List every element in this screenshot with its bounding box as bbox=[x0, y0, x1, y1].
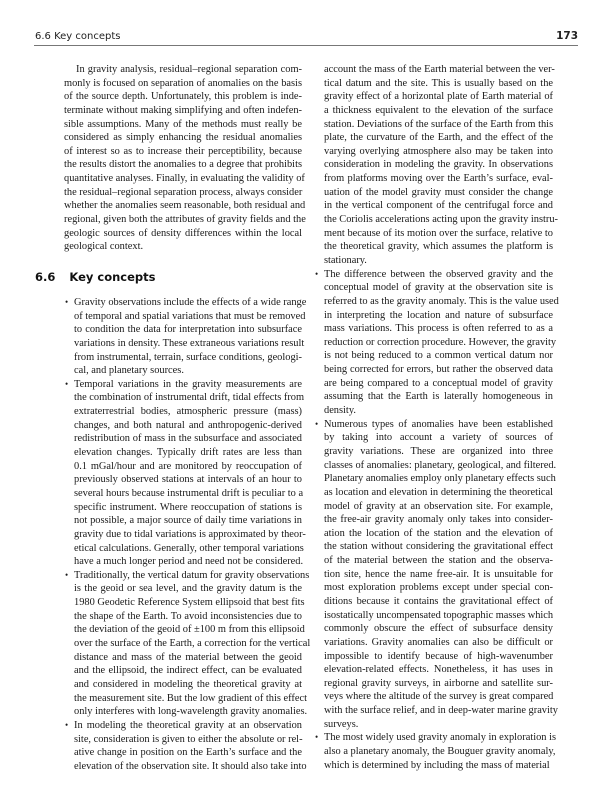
text-line: classes of anomalies: planetary, geological, and filtered. bbox=[324, 459, 557, 471]
section-heading bbox=[35, 270, 155, 284]
text-line: which is determined by including the mass of material bbox=[324, 759, 550, 771]
text-line: ative change in position on the Earth’s surface and the bbox=[74, 747, 302, 759]
text-line: site, consideration is given to either the absolute or rel- bbox=[74, 733, 303, 745]
right-bullet-list bbox=[315, 268, 559, 773]
text-line: most exploration problems except under special con- bbox=[324, 582, 553, 594]
text-line: geologic sources of density differences within the local bbox=[64, 227, 302, 239]
text-line: regional gravity surveys, in airborne and satellite sur- bbox=[324, 677, 553, 689]
text-line: distance and mass of the material between the geoid bbox=[74, 651, 302, 663]
text-line: plate, the curvature of the Earth, and the effect of the bbox=[324, 132, 553, 144]
text-line: ditions because it contains the gravitational effect of bbox=[324, 595, 553, 607]
text-line: account the mass of the Earth material between the ver- bbox=[324, 64, 555, 75]
text-line: the combination of instrumental drift, tidal effects from bbox=[74, 392, 305, 404]
text-line: being corrected for errors, but rather the observed data bbox=[324, 364, 553, 376]
text-line: Traditionally, the vertical datum for gravity observations bbox=[74, 569, 310, 581]
text-line: sible assumptions. Many of the methods must really be bbox=[64, 118, 302, 130]
text-line: with the surface relief, and in deep-water marine gravity bbox=[324, 705, 558, 717]
text-line: are being compared to a conceptual model of gravity bbox=[324, 377, 553, 389]
text-line: regional, given both the attributes of gravity fields and the bbox=[64, 214, 306, 226]
text-line: elevation changes. Typically drift rates are less than bbox=[74, 447, 302, 459]
bullet-icon: • bbox=[65, 378, 69, 389]
text-line: In gravity analysis, residual–regional separation com- bbox=[76, 64, 302, 75]
text-line: The difference between the observed gravity and the bbox=[324, 268, 553, 280]
text-line: quantitative analyses. Finally, in evaluating the validity of bbox=[64, 173, 305, 185]
text-line: not possible, a major source of daily time variations in bbox=[74, 515, 302, 527]
text-line: is not being reduced to a common vertical datum nor bbox=[324, 350, 553, 362]
left-bullet-list bbox=[65, 296, 311, 773]
bullet-item bbox=[65, 719, 307, 774]
right-column bbox=[315, 63, 559, 772]
text-line: density. bbox=[324, 405, 356, 417]
text-line: over the surface of the Earth, a correction for the vertical bbox=[74, 638, 311, 650]
continuation-paragraph bbox=[324, 63, 559, 268]
text-line: ation the location of the station and the elevation of bbox=[324, 527, 553, 539]
page-number: 173 bbox=[556, 30, 578, 42]
text-line: mass variations. This process is often referred to as a bbox=[324, 323, 553, 335]
text-line: specific instrument. Where reoccupation of stations is bbox=[74, 501, 302, 513]
section-number: 6.6 bbox=[35, 270, 56, 284]
text-line: surveys. bbox=[324, 718, 359, 730]
text-line: to condition the data for interpretation into subsurface bbox=[74, 324, 302, 336]
text-line: monly is focused on separation of anomalies on the basis bbox=[64, 77, 302, 89]
text-line: whether the anomalies seem reasonable, both residual and bbox=[64, 200, 306, 212]
text-line: is the geoid or sea level, and the gravity datum is the bbox=[74, 583, 302, 595]
bullet-icon: • bbox=[65, 719, 69, 730]
text-line: changes, and both natural and anthropogenic-derived bbox=[74, 419, 302, 431]
text-line: cal, and planetary sources. bbox=[74, 365, 184, 377]
text-line: of the material between the station and the observa- bbox=[324, 555, 553, 567]
text-line: the residual–regional separation process, always consider bbox=[64, 186, 303, 198]
text-line: The most widely used gravity anomaly in exploration is bbox=[324, 732, 557, 744]
text-line: etical calculations. Generally, other temporal variations bbox=[74, 542, 304, 554]
text-line: several hours because instrumental drift is peculiar to a bbox=[74, 487, 304, 499]
text-line: 1980 Geodetic Reference System ellipsoid that best fits bbox=[74, 597, 305, 609]
text-line: the measurement site. But the low gradient of this effect bbox=[74, 692, 307, 704]
text-line: of temporal and spatial variations that must be removed bbox=[74, 310, 306, 322]
text-line: referred to as the gravity anomaly. This is the value used bbox=[324, 295, 559, 307]
text-line: have a much longer period and need not be considered. bbox=[74, 556, 304, 568]
text-line: stationary. bbox=[324, 254, 367, 266]
text-line: previously observed stations at intervals of an hour to bbox=[74, 474, 302, 486]
text-line: variations. Gravity anomalies can also be difficult or bbox=[324, 636, 553, 648]
text-line: impossible to identify because of high-wavenumber bbox=[324, 650, 553, 662]
text-line: Numerous types of anomalies have been established bbox=[324, 418, 553, 430]
bullet-icon: • bbox=[315, 268, 319, 279]
bullet-item bbox=[315, 731, 557, 772]
text-line: elevation-related effects. Nonetheless, it has uses in bbox=[324, 664, 553, 676]
text-line: gravity effect of a horizontal plate of Earth material of bbox=[324, 91, 553, 103]
text-line: the station without considering the gravitational effect bbox=[324, 541, 553, 553]
bullet-item bbox=[65, 296, 307, 378]
bullet-icon: • bbox=[315, 732, 319, 743]
text-line: isostatically uncompensated topographic masses which bbox=[324, 609, 554, 621]
bullet-item bbox=[65, 569, 311, 719]
text-line: the Coriolis accelerations acting upon the gravity instru- bbox=[324, 214, 559, 226]
text-line: and the ellipsoid, the indirect effect, can be evaluated bbox=[74, 665, 302, 677]
text-line: commonly obscure the effect of subsurface density bbox=[324, 623, 553, 635]
text-line: consideration in modeling the gravity. In observations bbox=[324, 159, 553, 171]
text-line: extraterrestrial bodies, atmospheric pressure (mass) bbox=[74, 406, 302, 418]
text-line: from platforms moving over the Earth’s surface, eval- bbox=[324, 173, 553, 185]
text-line: a thickness equivalent to the elevation of the surface bbox=[324, 104, 553, 116]
bullet-item bbox=[315, 268, 559, 418]
text-line: by taking into account a variety of sources of bbox=[324, 432, 553, 444]
text-line: In modeling the theoretical gravity at an observation bbox=[74, 719, 302, 731]
text-line: gravity due to tidal variations is approximated by theor- bbox=[74, 528, 306, 540]
text-line: tical datum and the site. This is usually based on the bbox=[324, 77, 553, 89]
text-line: the results distort the anomalies to a degree that prohibits bbox=[64, 159, 302, 171]
text-line: and considered in modeling the theoretical gravity at bbox=[74, 678, 302, 690]
text-line: of interest so as to increase their perceptibility, because bbox=[64, 145, 302, 157]
text-line: ment because of its motion over the surface, relative to bbox=[324, 227, 553, 239]
bullet-icon: • bbox=[65, 297, 69, 307]
text-line: the free-air gravity anomaly only takes into consider- bbox=[324, 514, 553, 526]
text-line: uation of the model gravity must consider the change bbox=[324, 186, 553, 198]
text-line: station. Deviations of the surface of the Earth from this bbox=[324, 118, 554, 130]
text-line: as location and elevation in determining the theoretical bbox=[324, 486, 553, 498]
text-line: from instrumental, terrain, surface conditions, geologi- bbox=[74, 351, 302, 363]
bullet-item bbox=[65, 378, 306, 569]
text-line: considered as simply enhancing the residual anomalies bbox=[64, 132, 302, 144]
text-line: variations in density. These extraneous variations result bbox=[74, 337, 305, 349]
header-rule bbox=[34, 45, 578, 46]
text-line: Gravity observations include the effects of a wide range bbox=[74, 297, 307, 308]
text-line: Planetary anomalies employ only planetary effects such bbox=[324, 473, 556, 485]
intro-paragraph bbox=[64, 63, 306, 254]
bullet-icon: • bbox=[65, 569, 69, 580]
text-line: elevation of the observation site. It should also take into bbox=[74, 760, 307, 772]
text-line: model of gravity at an observation site. For example, bbox=[324, 500, 553, 512]
text-line: geological context. bbox=[64, 241, 144, 253]
bullet-icon: • bbox=[315, 418, 319, 429]
text-line: tion site, hence the name free-air. It is unsuitable for bbox=[324, 568, 553, 580]
text-line: conceptual model of gravity at the observation site is bbox=[324, 282, 553, 294]
text-line: also a planetary anomaly, the Bouguer gravity anomaly, bbox=[324, 746, 556, 758]
text-line: in interpreting the location and nature of subsurface bbox=[324, 309, 553, 321]
text-line: terminate without making simplifying and often indefen- bbox=[64, 104, 302, 116]
text-line: the deviation of the geoid of ±100 m from this ellipsoid bbox=[74, 624, 305, 636]
text-line: Temporal variations in the gravity measurements are bbox=[74, 378, 302, 390]
text-line: 0.1 mGal/hour and are monitored by reoccupation of bbox=[74, 460, 302, 472]
text-line: reduction or correction procedure. However, the gravity bbox=[324, 336, 557, 348]
text-line: the shape of the Earth. To avoid inconsistencies due to bbox=[74, 610, 302, 622]
text-line: gravity variations. These are organized into three bbox=[324, 445, 553, 457]
section-title: Key concepts bbox=[69, 270, 156, 284]
text-line: assuming that the Earth is laterally homogeneous in bbox=[324, 391, 553, 403]
text-line: varying overlying atmosphere also may be taken into bbox=[324, 145, 553, 157]
text-line: only interferes with long-wavelength gravity anomalies. bbox=[74, 706, 308, 718]
bullet-item bbox=[315, 418, 558, 732]
text-line: of the source depth. Unfortunately, this problem is inde- bbox=[64, 91, 302, 103]
running-header-section: 6.6 Key concepts bbox=[35, 31, 121, 42]
text-line: the theoretical gravity, which assumes the platform is bbox=[324, 241, 553, 253]
text-line: redistribution of mass in the subsurface and associated bbox=[74, 433, 302, 445]
text-line: veys where the altitude of the survey is great compared bbox=[324, 691, 554, 703]
text-line: in the vertical component of the centrifugal force and bbox=[324, 200, 553, 212]
